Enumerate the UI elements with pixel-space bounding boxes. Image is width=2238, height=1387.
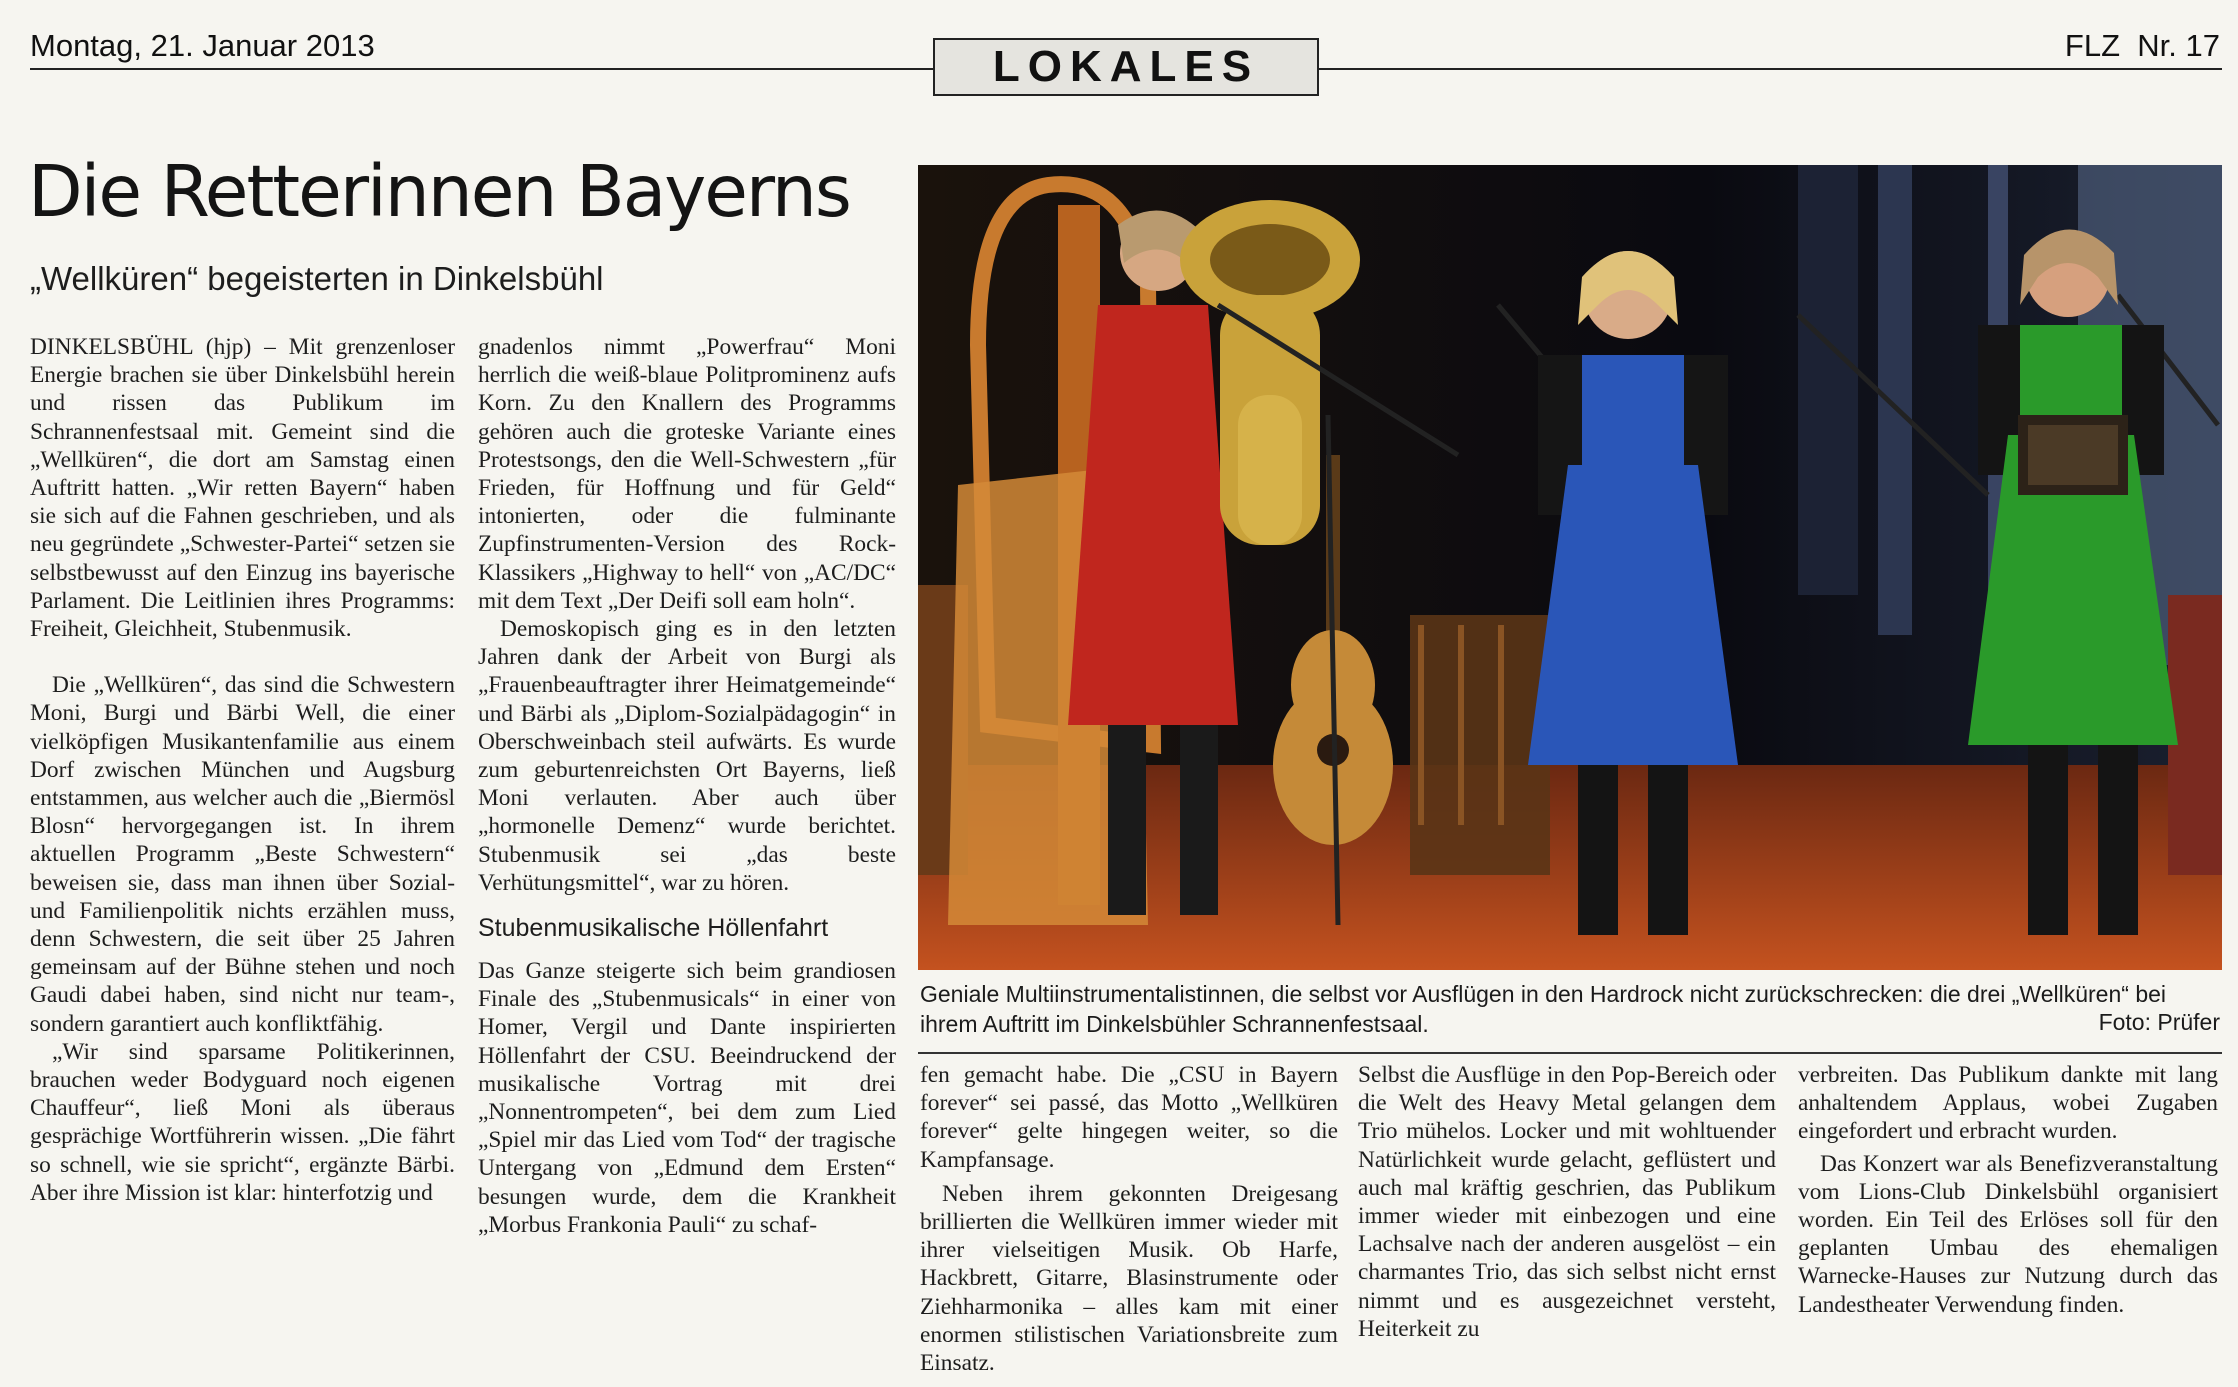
headline: Die Retterinnen Bayerns [28,150,850,233]
paragraph: Neben ihrem gekonnten Dreigesang brillierten die Wellküren immer wieder mit ihrer vielseitigen Musik. Ob Harfe, Hackbrett, Gitarre, Blasinstrumente oder Ziehharmonika – alles kam mit einer enormen stilistischen Variationsbreite zum Einsatz. [920,1180,1338,1377]
paragraph: gnadenlos nimmt „Powerfrau“ Moni herrlich die weiß-blaue Politprominenz aufs Korn. Zu den Knallern des Programms gehören auch die groteske Variante eines Protestsongs, den die Well-Schwestern „für Frieden, für Hoffnung und für Geld“ intonierten, oder die fulminante Zupfinstrumenten-Version des Rock-Klassikers „Highway to hell“ von „AC/DC“ mit dem Text „Der Deifi soll eam holn“. [478,334,896,614]
article-column-4 [1358,1061,1776,1343]
article-column-1 [30,333,455,1207]
article-column-3 [920,1061,1338,1377]
section-label: LOKALES [933,38,1319,96]
paragraph: verbreiten. Das Publikum dankte mit lang anhaltendem Applaus, wobei Zugaben eingefordert und erbracht wurden. [1798,1062,2218,1145]
paragraph: DINKELSBÜHL (hjp) – Mit grenzenloser Energie brachen sie über Dinkelsbühl herein und rissen das Publikum im Schrannenfestsaal mit. Gemeint sind die „Wellküren“, die dort am Samstag einen Auftritt hatten. „Wir retten Bayern“ haben sie sich auf die Fahnen geschrieben, und als neu gegründete „Schwester-Partei“ setzen sie selbstbewusst auf den Einzug ins bayerische Parlament. Die Leitlinien ihres Programms: Freiheit, Gleichheit, Stubenmusik. [30,334,455,643]
paragraph: Die „Wellküren“, das sind die Schwestern Moni, Burgi und Bärbi Well, die einer vielköpfigen Musikantenfamilie aus einem Dorf zwischen München und Augsburg entstammen, aus welcher auch die „Biermösl Blosn“ hervorgegangen ist. In ihrem aktuellen Programm „Beste Schwestern“ beweisen sie, dass man ihnen über Sozial- und Familienpolitik nichts erzählen muss, denn Schwestern, die seit über 25 Jahren gemeinsam auf der Bühne stehen und noch Gaudi dabei haben, sind nicht nur team-, sondern garantiert auch konfliktfähig. [30,672,455,1037]
concert-photo-illustration [918,165,2222,970]
paper-name: FLZ [2064,28,2121,63]
photo-credit: Foto: Prüfer [2098,1009,2220,1035]
masthead-rule-left [30,68,933,70]
masthead-rule-right [1319,68,2222,70]
article-column-2 [478,333,896,1239]
paragraph: Das Ganze steigerte sich beim grandiosen Finale des „Stubenmusicals“ in einer von Homer, Vergil und Dante inspirierten Höllenfahrt der CSU. Beeindruckend der musikalische Vortrag mit drei „Nonnentrompeten“, bei dem zum Lied „Spiel mir das Lied vom Tod“ der tragische Untergang von „Edmund dem Ersten“ besungen wurde, dem die Krankheit „Morbus Frankonia Pauli“ zu schaf- [478,958,896,1238]
issue-date: Montag, 21. Januar 2013 [30,28,375,63]
issue-number: Nr. 17 [2137,28,2220,63]
paragraph: „Wir sind sparsame Politikerinnen, brauchen weder Bodyguard noch eigenen Chauffeur“, ließ Moni als überaus gesprächige Wortführerin wissen. „Die fährt so schnell, wie sie spricht“, ergänzte Bärbi. Aber ihre Mission ist klar: hinterfotzig und [30,1038,455,1206]
paragraph: Das Konzert war als Benefizveranstaltung vom Lions-Club Dinkelsbühl organisiert worden. Ein Teil des Erlöses soll für den geplanten Umbau des ehemaligen Warnecke-Hauses zur Nutzung durch das Landestheater Verwendung finden. [1798,1150,2218,1318]
concert-photo [918,165,2222,970]
photo-caption: Geniale Multiinstrumentalistinnen, die selbst vor Ausflügen in den Hardrock nicht zurückschrecken: die drei „Wellküren“ bei ihrem Auftritt im Dinkelsbühler Schrannenfestsaal. [920,981,2167,1037]
subheadline: „Wellküren“ begeisterten in Dinkelsbühl [30,260,604,297]
section-heading: Stubenmusikalische Höllenfahrt [478,914,829,943]
paper-issue [2065,28,2220,64]
caption-rule [918,1052,2222,1054]
paragraph: fen gemacht habe. Die „CSU in Bayern forever“ sei passé, das Motto „Wellküren forever“ gelte hingegen weiter, so die Kampfansage. [920,1062,1338,1173]
paragraph: Demoskopisch ging es in den letzten Jahren dank der Arbeit von Burgi als „Frauenbeauftragter ihrer Heimatgemeinde“ und Bärbi als „Diplom-Sozialpädagogin“ in Oberschweinbach steil aufwärts. Es wurde zum geburtenreichsten Ort Bayerns, ließ Moni verlauten. Aber auch über „hormonelle Demenz“ wurde berichtet. Stubenmusik sei „das beste Verhütungsmittel“, war zu hören. [478,616,896,896]
paragraph: Selbst die Ausflüge in den Pop-Bereich oder die Welt des Heavy Metal gelangen dem Trio mühelos. Locker und mit wohltuender Natürlichkeit wurde gelacht, geflüstert und auch mal kräftig geschrien, das Publikum immer wieder mit einbezogen und eine Lachsalve nach der anderen ausgelöst – ein charmantes Trio, das sich selbst nicht ernst nimmt und es ausgezeichnet versteht, Heiterkeit zu [1358,1062,1776,1342]
article-column-5 [1798,1061,2218,1319]
